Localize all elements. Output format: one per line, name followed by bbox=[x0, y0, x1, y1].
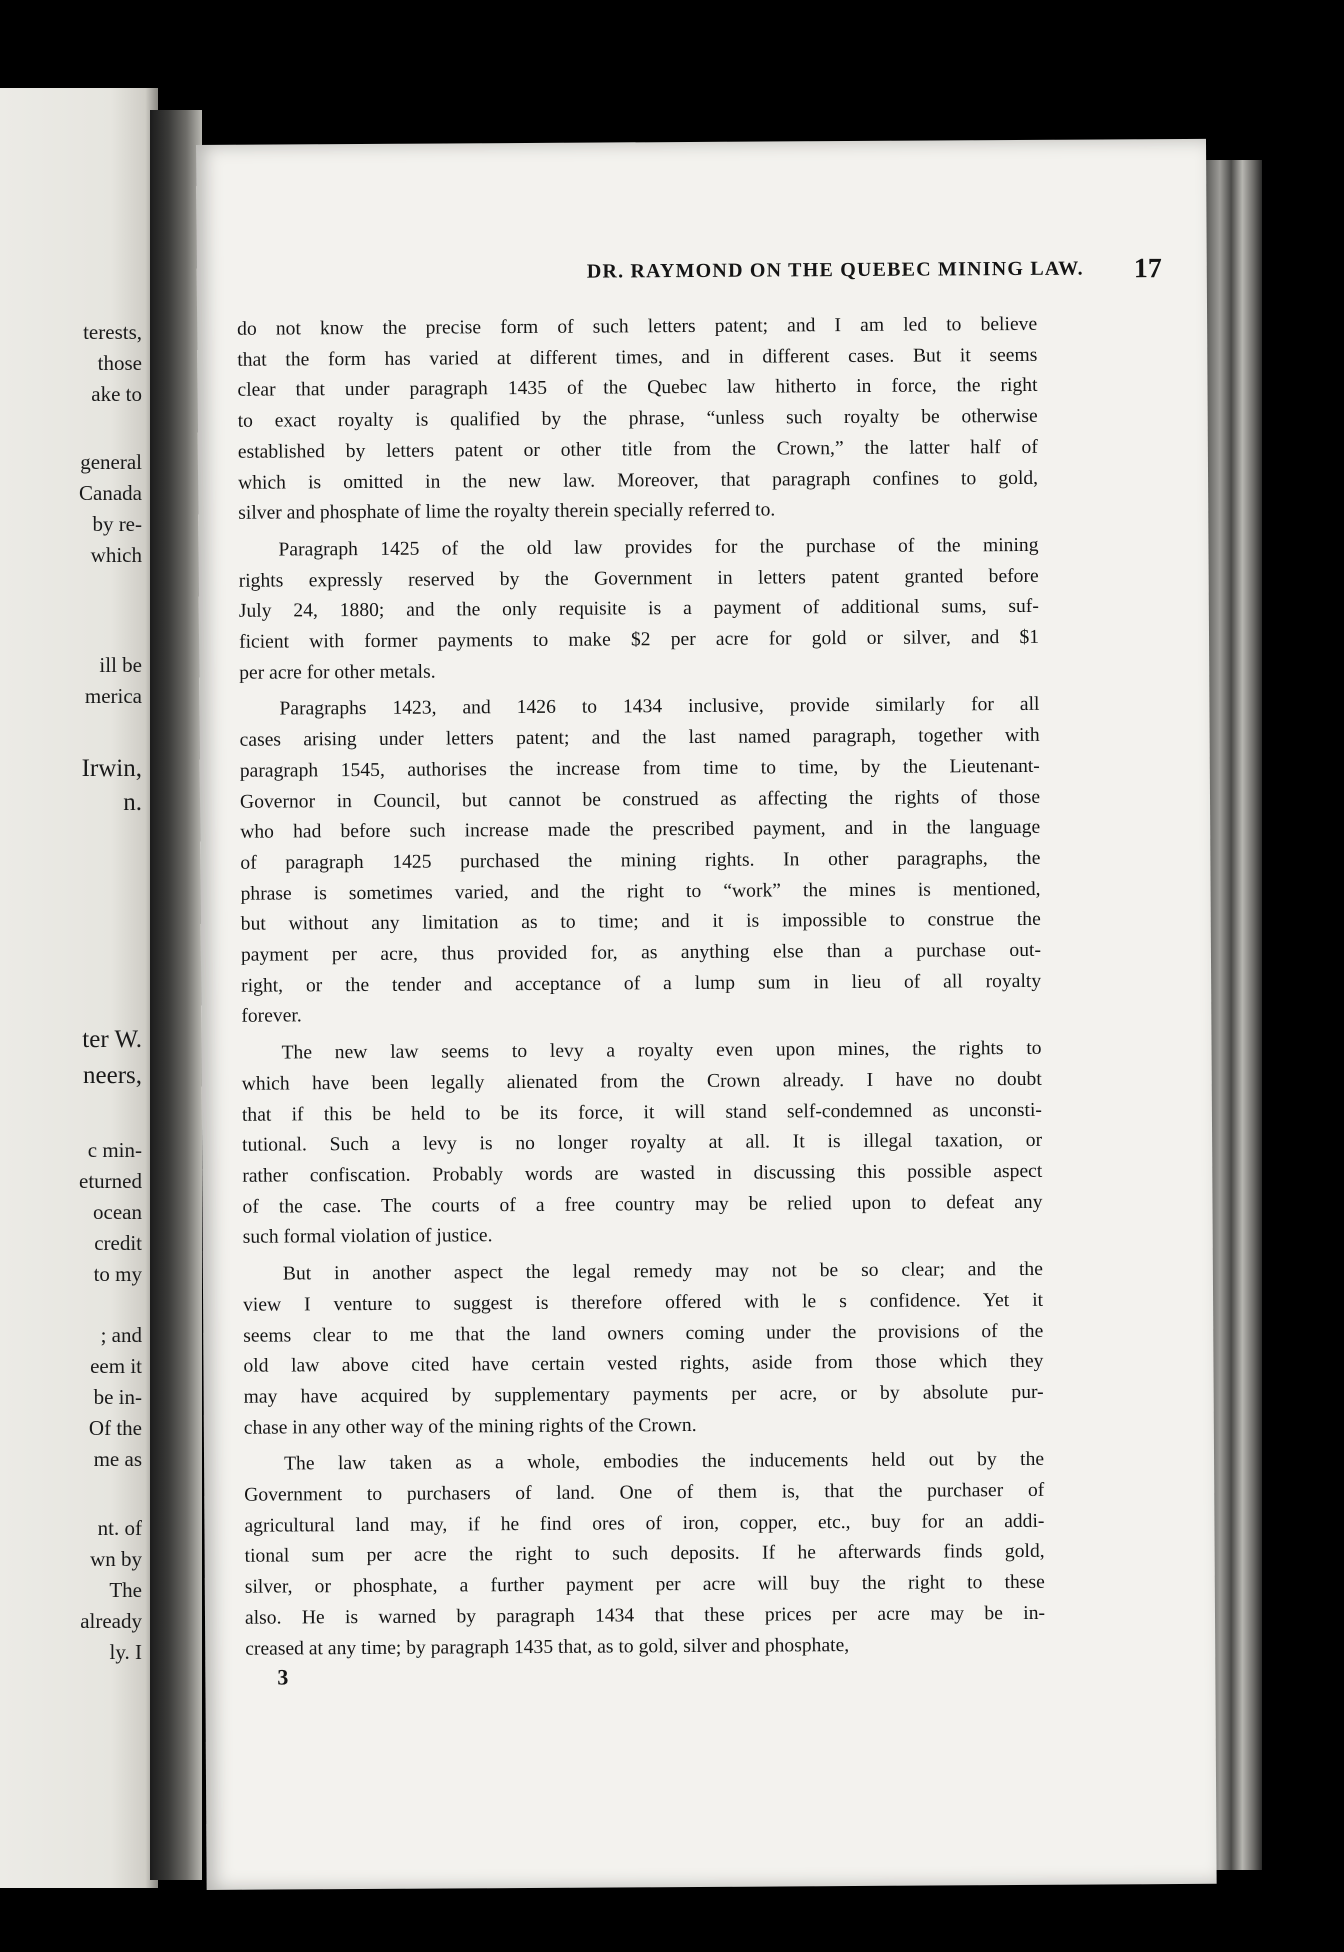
text-line: per acre for other metals. bbox=[239, 661, 436, 684]
text-line: view I venture to suggest is therefore offered with le s confidence. Yet it bbox=[243, 1289, 1044, 1316]
text-line: Government to purchasers of land. One of them is, that the purchaser of bbox=[244, 1479, 1045, 1506]
previous-page-fragment: Irwin, bbox=[81, 755, 142, 782]
previous-page-fragment: to my bbox=[93, 1262, 142, 1286]
previous-page-fragment: merica bbox=[84, 684, 142, 708]
text-line: agricultural land may, if he find ores of iron, copper, etc., buy for an addi- bbox=[244, 1510, 1045, 1537]
paragraph bbox=[244, 1445, 1045, 1665]
previous-page-fragment: c min- bbox=[87, 1138, 142, 1162]
previous-page-fragment: wn by bbox=[90, 1547, 142, 1571]
text-line: right, or the tender and acceptance of a lump sum in lieu of all royalty bbox=[241, 970, 1042, 997]
text-line: Paragraphs 1423, and 1426 to 1434 inclusive, provide similarly for all bbox=[279, 694, 1040, 720]
text-line: But in another aspect the legal remedy may not be so clear; and the bbox=[282, 1258, 1043, 1285]
text-line: rights expressly reserved by the Government in letters patent granted before bbox=[238, 565, 1039, 592]
text-line: old law above cited have certain vested rights, aside from those which they bbox=[243, 1351, 1044, 1377]
text-line: tutional. Such a levy is no longer royalty at all. It is illegal taxation, or bbox=[242, 1130, 1043, 1157]
page-header bbox=[392, 253, 1162, 302]
page-number: 17 bbox=[1133, 253, 1162, 285]
paragraph bbox=[238, 531, 1039, 689]
previous-page-fragment: eturned bbox=[79, 1169, 142, 1193]
text-line: silver and phosphate of lime the royalty therein specially referred to. bbox=[238, 499, 776, 524]
text-line: cases arising under letters patent; and the last named paragraph, together with bbox=[239, 724, 1040, 751]
text-line: that the form has varied at different times, and in different cases. But it seems bbox=[237, 344, 1038, 371]
previous-page-fragment: eem it bbox=[90, 1354, 142, 1378]
previous-page-fragment: ter W. bbox=[82, 1026, 142, 1053]
text-line: that if this be held to be its force, it will stand self-condemned as unconsti- bbox=[241, 1099, 1042, 1126]
text-line: phrase is sometimes varied, and the right to “work” the mines is mentioned, bbox=[240, 878, 1041, 905]
text-line: ficient with former payments to make $2 per acre for gold or silver, and $1 bbox=[238, 626, 1040, 653]
text-line: July 24, 1880; and the only requisite is a payment of additional sums, suf- bbox=[238, 596, 1039, 623]
signature-mark: 3 bbox=[277, 1664, 289, 1690]
text-line: of paragraph 1425 purchased the mining rights. In other paragraphs, the bbox=[240, 847, 1041, 874]
text-line: may have acquired by supplementary payments per acre, or by absolute pur- bbox=[243, 1381, 1044, 1408]
previous-page-fragment: n. bbox=[123, 789, 142, 816]
previous-page-fragment: Of the bbox=[88, 1416, 142, 1440]
previous-page-fragment: ; and bbox=[100, 1323, 142, 1347]
book-gutter bbox=[150, 110, 202, 1880]
text-line: who had before such increase made the prescribed payment, and in the language bbox=[240, 817, 1041, 843]
previous-page-fragment: Canada bbox=[79, 481, 142, 505]
previous-page-fragment: credit bbox=[94, 1231, 142, 1255]
text-line: creased at any time; by paragraph 1435 that, as to gold, silver and phosphate, bbox=[245, 1634, 850, 1660]
text-line: Paragraph 1425 of the old law provides for the purchase of the mining bbox=[278, 534, 1039, 561]
text-line: which is omitted in the new law. Moreover, that paragraph confines to gold, bbox=[237, 467, 1039, 494]
previous-page-fragment: ill be bbox=[99, 653, 142, 677]
text-line: but without any limitation as to time; and it is impossible to construe the bbox=[240, 909, 1041, 936]
paragraph bbox=[243, 1255, 1044, 1444]
text-line: of the case. The courts of a free country may be relied upon to defeat any bbox=[242, 1191, 1043, 1218]
previous-page-strip bbox=[0, 88, 158, 1888]
text-line: Governor in Council, but cannot be construed as affecting the rights of those bbox=[239, 786, 1041, 813]
previous-page-fragment: me as bbox=[93, 1447, 142, 1471]
text-line: forever. bbox=[241, 1005, 302, 1028]
text-line: chase in any other way of the mining rights of the Crown. bbox=[243, 1414, 697, 1439]
paragraph bbox=[241, 1034, 1042, 1254]
book-page bbox=[196, 139, 1217, 1890]
previous-page-fragment: which bbox=[90, 543, 142, 567]
paragraph bbox=[239, 690, 1041, 1033]
text-line: established by letters patent or other title from the Crown,” the latter half of bbox=[237, 436, 1038, 463]
previous-page-fragment: be in- bbox=[93, 1385, 142, 1409]
text-line: The new law seems to levy a royalty even upon mines, the rights to bbox=[281, 1038, 1042, 1064]
text-line: rather confiscation. Probably words are wasted in discussing this possible aspect bbox=[242, 1160, 1043, 1187]
previous-page-fragment: ocean bbox=[93, 1200, 142, 1224]
text-line: paragraph 1545, authorises the increase from time to time, by the Lieutenant- bbox=[239, 755, 1040, 782]
previous-page-fragment: nt. of bbox=[97, 1516, 142, 1540]
text-line: do not know the precise form of such letters patent; and I am led to believe bbox=[237, 313, 1038, 340]
previous-page-fragment: already bbox=[80, 1609, 142, 1633]
text-line: The law taken as a whole, embodies the inducements held out by the bbox=[283, 1449, 1045, 1475]
text-line: to exact royalty is qualified by the phrase, “unless such royalty be otherwise bbox=[237, 405, 1038, 432]
previous-page-fragment: ake to bbox=[91, 382, 142, 406]
previous-page-fragment: neers, bbox=[83, 1062, 142, 1089]
text-line: seems clear to me that the land owners coming under the provisions of the bbox=[243, 1320, 1044, 1347]
text-line: silver, or phosphate, a further payment per acre will buy the right to these bbox=[244, 1571, 1045, 1598]
previous-page-fragment: by re- bbox=[92, 512, 142, 536]
previous-page-fragment: terests, bbox=[83, 320, 142, 344]
previous-page-fragment: ly. I bbox=[109, 1640, 142, 1664]
previous-page-fragment: The bbox=[109, 1578, 142, 1602]
running-head: DR. RAYMOND ON THE QUEBEC MINING LAW. bbox=[586, 257, 1084, 283]
text-line: payment per acre, thus provided for, as anything else than a purchase out- bbox=[240, 939, 1041, 966]
body-text bbox=[237, 310, 1045, 1665]
paragraph bbox=[237, 310, 1038, 530]
text-line: also. He is warned by paragraph 1434 that these prices per acre may be in- bbox=[244, 1602, 1046, 1629]
previous-page-fragment: those bbox=[97, 351, 142, 375]
previous-page-fragment: general bbox=[80, 450, 142, 474]
text-line: such formal violation of justice. bbox=[242, 1225, 493, 1249]
text-line: which have been legally alienated from the Crown already. I have no doubt bbox=[241, 1068, 1042, 1095]
text-line: clear that under paragraph 1435 of the Quebec law hitherto in force, the right bbox=[237, 375, 1038, 402]
text-line: tional sum per acre the right to such deposits. If he afterwards finds gold, bbox=[244, 1541, 1045, 1568]
